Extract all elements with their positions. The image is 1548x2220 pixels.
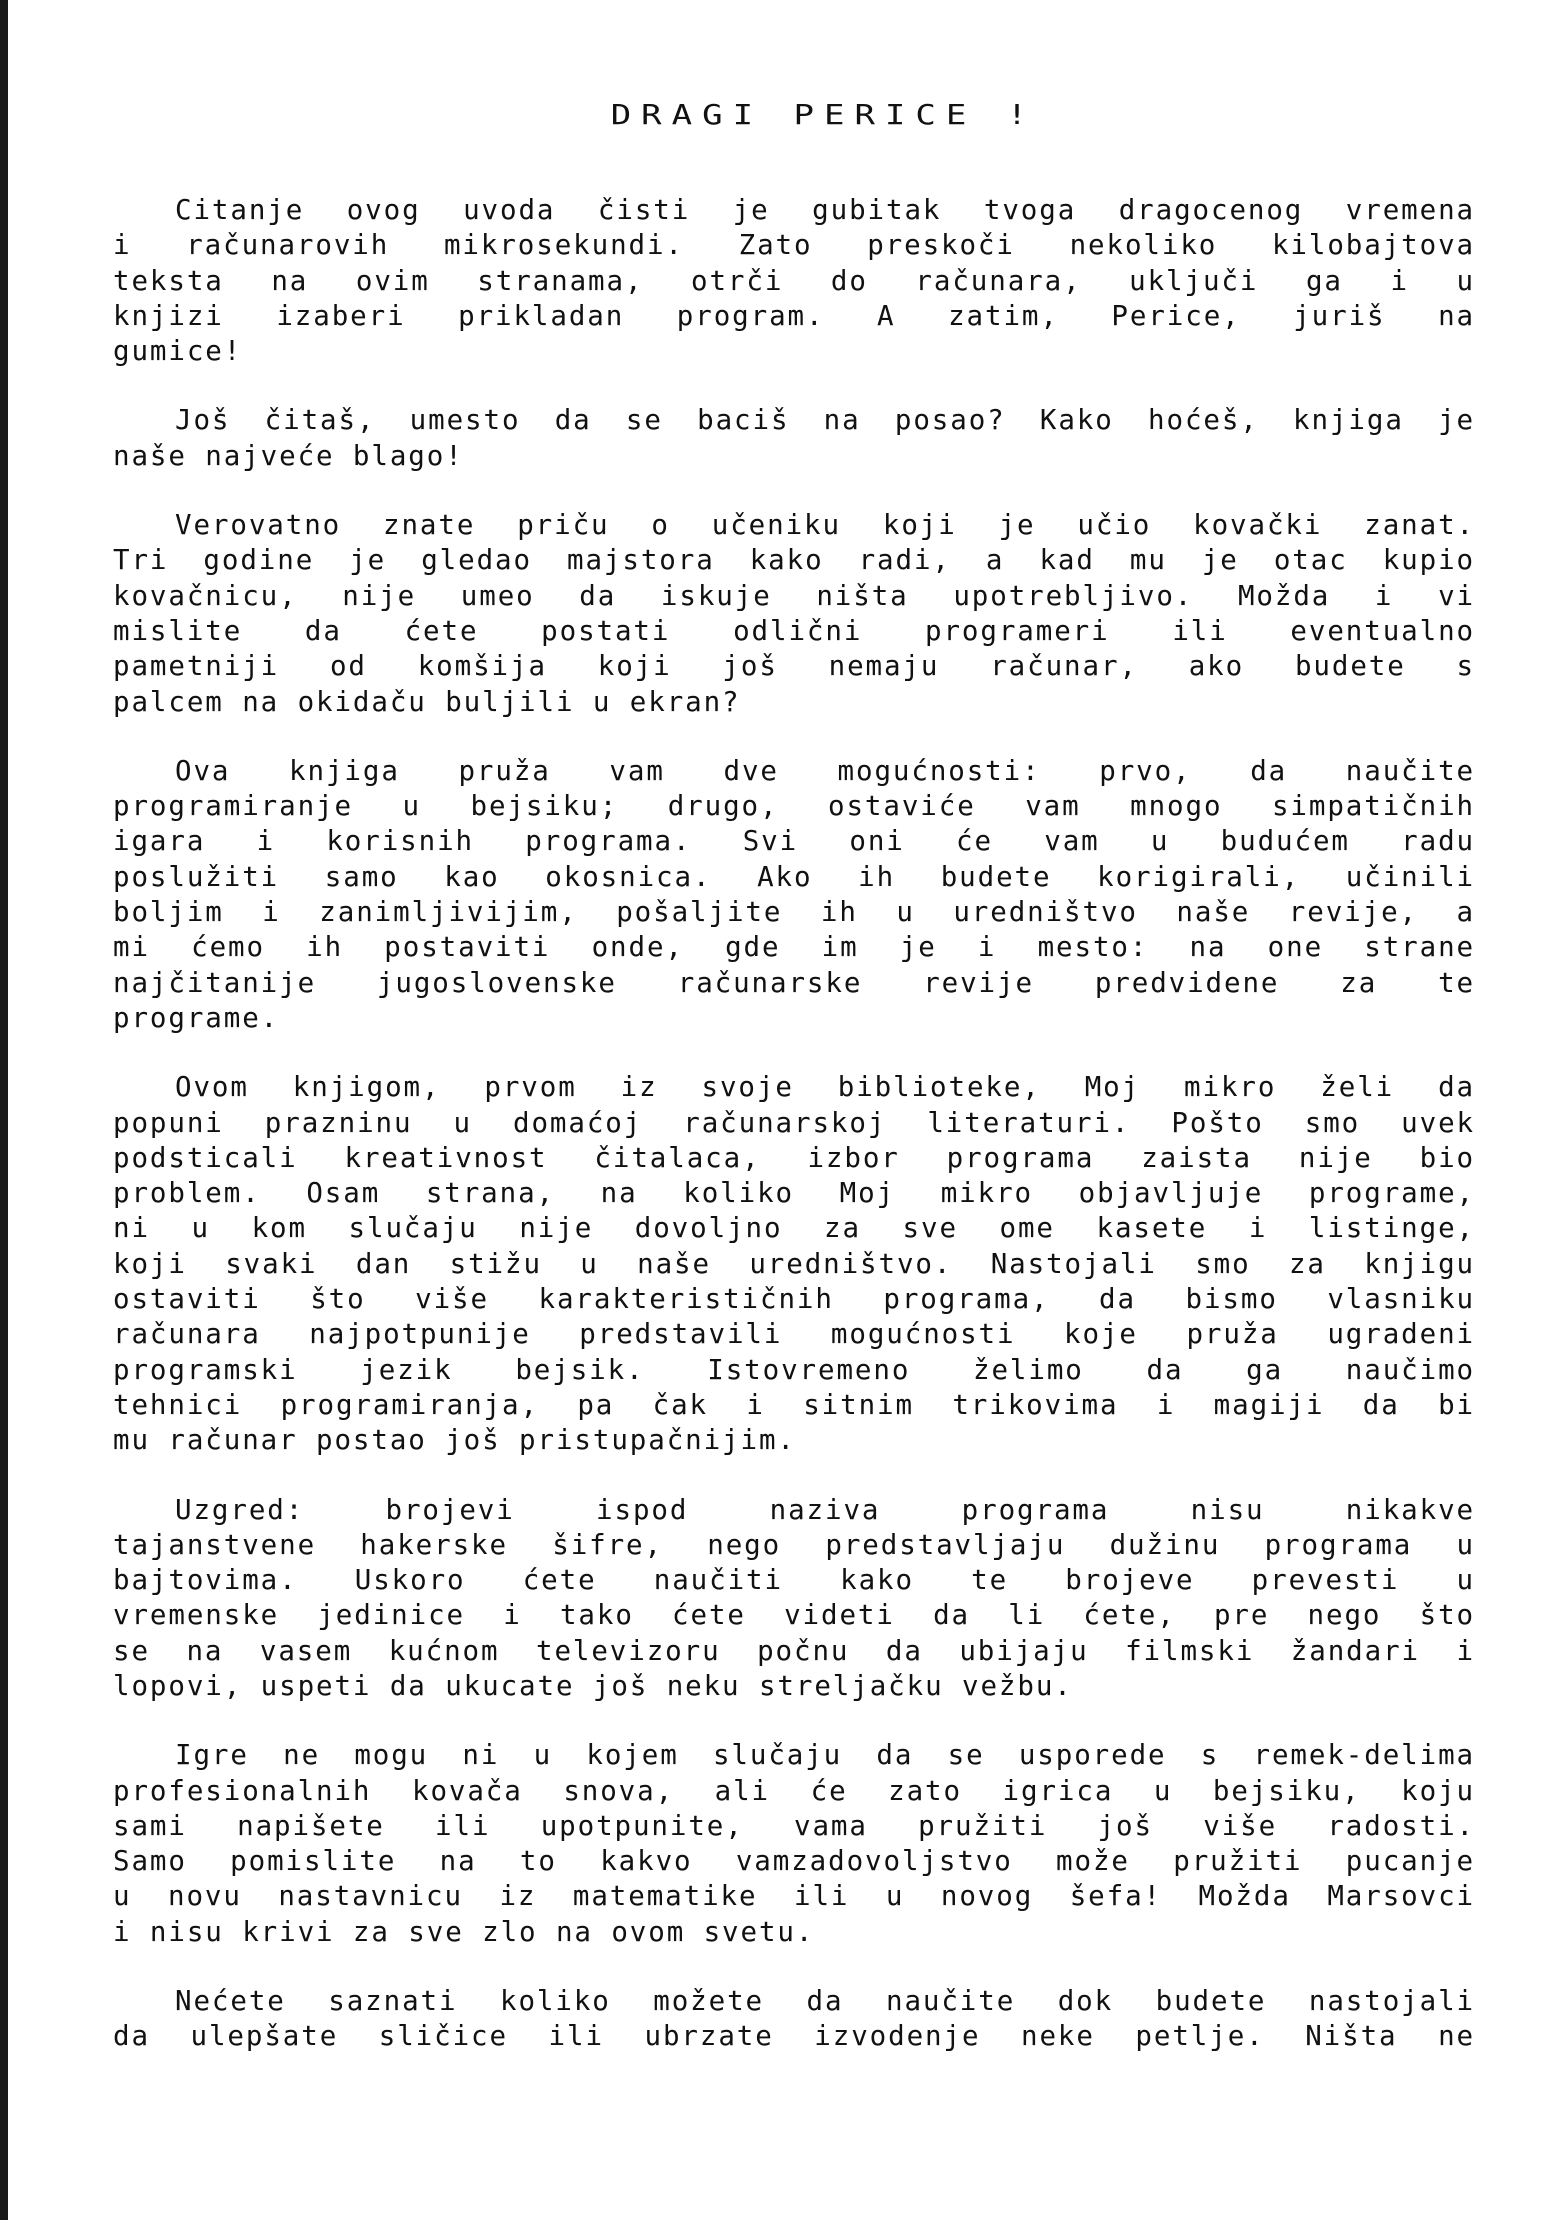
text-line: u novu nastavnicu iz matematike ili u novog šefa! Možda Marsovci: [113, 1880, 1475, 1913]
text-line: poslužiti samo kao okosnica. Ako ih budete korigirali, učinili: [113, 860, 1475, 893]
text-line: Ovom knjigom, prvom iz svoje biblioteke, Moj mikro želi da: [175, 1071, 1475, 1104]
text-line: računara najpotpunije predstavili mogućnosti koje pruža ugradeni: [113, 1318, 1475, 1351]
text-line: profesionalnih kovača snova, ali će zato igrica u bejsiku, koju: [113, 1774, 1475, 1807]
text-line: Igre ne mogu ni u kojem slučaju da se usporede s remek-delima: [175, 1739, 1475, 1772]
text-line: bajtovima. Uskoro ćete naučiti kako te brojeve prevesti u: [113, 1564, 1475, 1597]
text-line: tajanstvene hakerske šifre, nego predstavljaju dužinu programa u: [113, 1528, 1475, 1561]
text-line: Verovatno znate priču o učeniku koji je učio kovački zanat.: [175, 509, 1475, 542]
paragraph: [113, 1493, 1475, 1705]
text-line: igara i korisnih programa. Svi oni će vam u budućem radu: [113, 825, 1475, 858]
paragraph: [113, 403, 1475, 474]
text-line: Nećete saznati koliko možete da naučite dok budete nastojali: [175, 1985, 1475, 2018]
text-line: problem. Osam strana, na koliko Moj mikro objavljuje programe,: [113, 1177, 1475, 1210]
text-line: Uzgred: brojevi ispod naziva programa nisu nikakve: [175, 1493, 1475, 1526]
text-line: teksta na ovim stranama, otrči do računara, uključi ga i u: [113, 264, 1475, 297]
text-line: programiranje u bejsiku; drugo, ostaviće vam mnogo simpatičnih: [113, 790, 1475, 823]
text-line: programski jezik bejsik. Istovremeno želimo da ga naučimo: [113, 1353, 1475, 1386]
text-line: boljim i zanimljivijim, pošaljite ih u uredništvo naše revije, a: [113, 896, 1475, 929]
text-line: pametniji od komšija koji još nemaju računar, ako budete s: [113, 650, 1475, 683]
text-line: naše najveće blago!: [113, 439, 464, 472]
text-line: gumice!: [113, 335, 243, 368]
text-line: lopovi, uspeti da ukucate još neku streljačku vežbu.: [113, 1669, 1073, 1702]
text-line: se na vasem kućnom televizoru počnu da ubijaju filmski žandari i: [113, 1634, 1475, 1667]
document-body: [113, 193, 1475, 2055]
paragraph: [113, 1070, 1475, 1458]
text-line: sami napišete ili upotpunite, vama pružiti još više radosti.: [113, 1809, 1475, 1842]
paragraph: [113, 754, 1475, 1036]
text-line: palcem na okidaču buljili u ekran?: [113, 685, 741, 718]
text-line: koji svaki dan stižu u naše uredništvo. Nastojali smo za knjigu: [113, 1247, 1475, 1280]
text-line: tehnici programiranja, pa čak i sitnim trikovima i magiji da bi: [113, 1388, 1475, 1421]
text-line: najčitanije jugoslovenske računarske revije predvidene za te: [113, 966, 1475, 999]
text-line: Citanje ovog uvoda čisti je gubitak tvoga dragocenog vremena: [175, 194, 1475, 226]
page-left-edge: [0, 0, 8, 2220]
text-line: popuni prazninu u domaćoj računarskoj literaturi. Pošto smo uvek: [113, 1106, 1475, 1139]
text-line: Tri godine je gledao majstora kako radi, a kad mu je otac kupio: [113, 544, 1475, 577]
text-line: podsticali kreativnost čitalaca, izbor programa zaista nije bio: [113, 1141, 1475, 1174]
text-line: Samo pomislite na to kakvo vamzadovoljstvo može pružiti pucanje: [113, 1845, 1475, 1878]
paragraph: [113, 193, 1475, 369]
paragraph: [113, 1738, 1475, 1950]
text-line: mislite da ćete postati odlični programeri ili eventualno: [113, 614, 1475, 647]
text-line: mi ćemo ih postaviti onde, gde im je i mesto: na one strane: [113, 931, 1475, 964]
document-page: [113, 95, 1475, 2089]
page-title: DRAGI PERICE !: [610, 99, 1038, 131]
paragraph: [113, 508, 1475, 720]
text-line: i računarovih mikrosekundi. Zato preskoči nekoliko kilobajtova: [113, 229, 1475, 262]
paragraph: [113, 1984, 1475, 2055]
text-line: da ulepšate sličice ili ubrzate izvodenje neke petlje. Ništa ne: [113, 2020, 1475, 2053]
text-line: ostaviti što više karakterističnih programa, da bismo vlasniku: [113, 1283, 1475, 1316]
text-line: vremenske jedinice i tako ćete videti da li ćete, pre nego što: [113, 1599, 1475, 1632]
text-line: Još čitaš, umesto da se baciš na posao? Kako hoćeš, knjiga je: [175, 404, 1475, 437]
text-line: kovačnicu, nije umeo da iskuje ništa upotrebljivo. Možda i vi: [113, 579, 1475, 612]
text-line: ni u kom slučaju nije dovoljno za sve ome kasete i listinge,: [113, 1212, 1475, 1245]
text-line: i nisu krivi za sve zlo na ovom svetu.: [113, 1915, 815, 1948]
text-line: knjizi izaberi prikladan program. A zatim, Perice, juriš na: [113, 299, 1475, 332]
text-line: mu računar postao još pristupačnijim.: [113, 1424, 796, 1457]
text-line: programe.: [113, 1001, 280, 1034]
text-line: Ova knjiga pruža vam dve mogućnosti: prvo, da naučite: [175, 754, 1475, 787]
